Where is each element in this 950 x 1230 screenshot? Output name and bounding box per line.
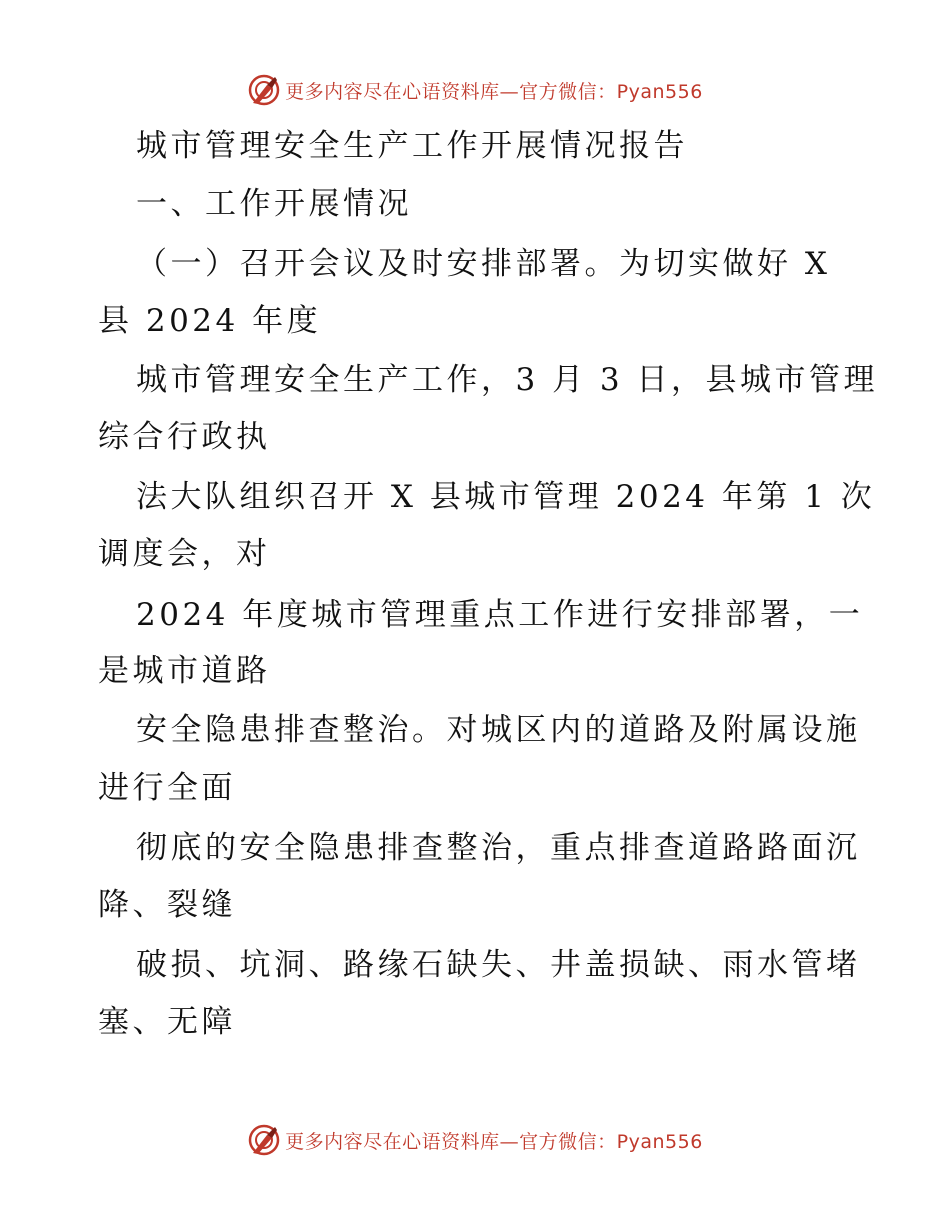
- paragraph-line: 是城市道路: [98, 653, 271, 689]
- paragraph-line: 塞、无障: [98, 1004, 236, 1040]
- footer-banner: [0, 1120, 950, 1160]
- footer-banner-brand: Pyan556: [616, 1130, 703, 1153]
- header-banner-brand: Pyan556: [616, 80, 703, 103]
- footer-banner-text: 更多内容尽在心语资料库—官方微信：Pyan556: [285, 1130, 703, 1153]
- paragraph-line: 进行全面: [98, 770, 236, 806]
- pen-logo-icon: [247, 1123, 281, 1157]
- header-banner: [0, 70, 950, 110]
- header-banner-text: 更多内容尽在心语资料库—官方微信：Pyan556: [285, 80, 703, 103]
- paragraph-line: 降、裂缝: [98, 887, 236, 923]
- paragraph-line: 彻底的安全隐患排查整治，重点排查道路路面沉: [136, 830, 861, 866]
- paragraph-line: 法大队组织召开 X 县城市管理 2024 年第 1 次: [136, 479, 876, 515]
- paragraph-line: 调度会，对: [98, 536, 271, 572]
- document-title: 城市管理安全生产工作开展情况报告: [136, 128, 688, 164]
- paragraph-line: 城市管理安全生产工作，3 月 3 日，县城市管理: [136, 362, 879, 398]
- paragraph-line: 2024 年度城市管理重点工作进行安排部署，一: [136, 597, 864, 633]
- section-heading: 一、工作开展情况: [136, 186, 412, 222]
- paragraph-line: （一）召开会议及时安排部署。为切实做好 X: [136, 246, 831, 282]
- paragraph-line: 综合行政执: [98, 419, 271, 455]
- pen-logo-icon: [247, 73, 281, 107]
- paragraph-line: 县 2024 年度: [98, 303, 322, 339]
- paragraph-line: 破损、坑洞、路缘石缺失、井盖损缺、雨水管堵: [136, 947, 861, 983]
- paragraph-line: 安全隐患排查整治。对城区内的道路及附属设施: [136, 712, 861, 748]
